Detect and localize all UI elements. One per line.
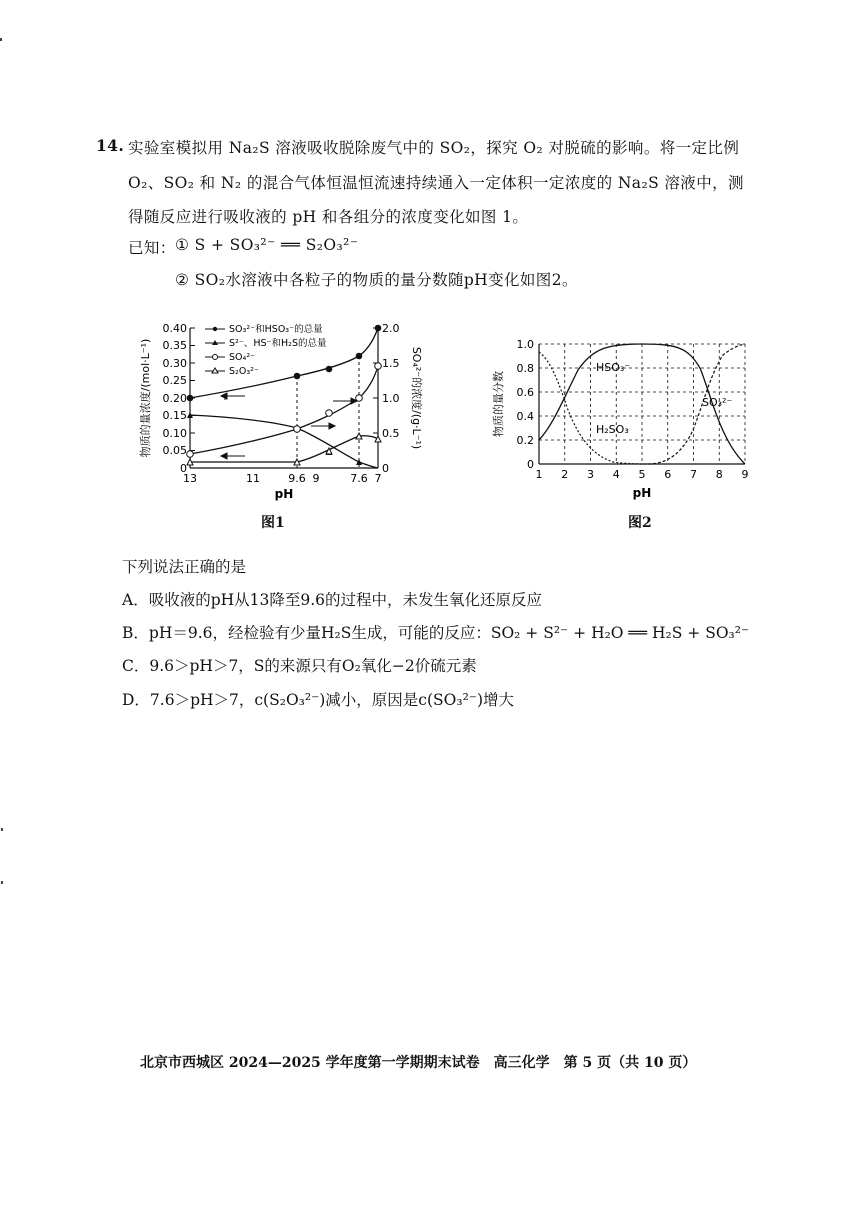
fig2-x-tick: 8: [715, 468, 723, 481]
scan-mark: [0, 38, 2, 41]
figure1-chart: [135, 318, 423, 503]
option-d[interactable]: D．7.6＞pH＞7，c(S₂O₃²⁻)减小，原因是c(SO₃²⁻)增大: [122, 691, 515, 709]
y-right-tick: 1.5: [382, 357, 400, 370]
fig2-y-tick: 0.2: [516, 434, 534, 447]
scan-mark: [1, 828, 3, 831]
y-left-tick: 0: [180, 462, 187, 475]
point-so3-hso3: [187, 395, 194, 402]
series-s2-total: [190, 415, 378, 468]
option-a[interactable]: A．吸收液的pH从13降至9.6的过程中，未发生氧化还原反应: [122, 591, 543, 609]
curve-h2so3: [539, 352, 648, 464]
point-s2-total: [356, 459, 362, 465]
x-tick: 7.6: [350, 472, 368, 485]
y-right-tick: 0: [382, 462, 389, 475]
figure2-caption: 图2: [628, 515, 652, 531]
fig2-y-tick: 0.6: [516, 386, 534, 399]
question-stem-line3: 得随反应进行吸收液的 pH 和各组分的浓度变化如图 1。: [128, 208, 529, 226]
fig2-x-tick: 4: [612, 468, 620, 481]
x-tick: 11: [246, 472, 260, 485]
figure1-legend: [205, 323, 327, 377]
y-left-tick: 0.20: [162, 392, 187, 405]
scan-mark: [1, 881, 3, 884]
legend-label: SO₃²⁻和HSO₃⁻的总量: [229, 324, 323, 335]
y-left-tick: 0.25: [162, 374, 187, 387]
fig2-y-tick: 1.0: [516, 338, 534, 351]
y-left-tick: 0.30: [162, 357, 187, 370]
question-number: 14.: [96, 136, 125, 155]
fig2-y-tick: 0.4: [516, 410, 534, 423]
fig2-x-tick: 6: [664, 468, 672, 481]
figure1-right-ticks: [373, 328, 378, 433]
y-left-tick: 0.35: [162, 339, 187, 352]
y-right-axis-label: SO₄²⁻的浓度/(g·L⁻¹): [410, 346, 423, 450]
point-so4: [326, 410, 333, 417]
question-prompt: 下列说法正确的是: [122, 558, 247, 576]
y-left-tick: 0.15: [162, 409, 187, 422]
legend-label: S²⁻、HS⁻和H₂S的总量: [229, 338, 327, 349]
point-so3-hso3: [294, 373, 301, 380]
fig2-x-tick: 7: [690, 468, 697, 481]
figure2-chart: [488, 330, 763, 505]
option-c[interactable]: C．9.6＞pH＞7，S的来源只有O₂氧化−2价硫元素: [122, 657, 477, 675]
curve-label-h2so3: H₂SO₃: [596, 423, 629, 436]
point-s2o3: [375, 436, 381, 442]
known-reaction-2: ② SO₂水溶液中各粒子的物质的量分数随pH变化如图2。: [175, 271, 578, 289]
fig2-x-axis-label: pH: [632, 486, 652, 500]
y-right-tick: 0.5: [382, 427, 400, 440]
x-tick: 7: [374, 472, 382, 485]
point-so3-hso3: [326, 366, 333, 373]
x-tick: 9: [312, 472, 320, 485]
y-left-axis-label: 物质的量浓度/(mol·L⁻¹): [139, 338, 152, 458]
known-label: 已知：: [128, 239, 176, 257]
fig2-x-tick: 9: [741, 468, 749, 481]
known-reaction-1: ① S + SO₃²⁻ ══ S₂O₃²⁻: [175, 236, 359, 254]
x-tick: 13: [183, 472, 197, 485]
page-footer: 北京市西城区 2024—2025 学年度第一学期期末试卷 高三化学 第 5 页（共 10 页）: [140, 1055, 697, 1071]
curve-label-hso3: HSO₃⁻: [596, 361, 631, 374]
y-right-tick: 2.0: [382, 322, 400, 335]
point-so3-hso3: [375, 325, 382, 332]
y-right-tick: 1.0: [382, 392, 400, 405]
figure1-caption: 图1: [261, 515, 285, 531]
y-left-tick: 0.05: [162, 444, 187, 457]
legend-label: S₂O₃²⁻: [229, 366, 259, 377]
fig2-y-tick: 0: [527, 458, 534, 471]
fig2-y-tick: 0.8: [516, 362, 534, 375]
y-left-tick: 0.10: [162, 427, 187, 440]
question-stem-line1: 实验室模拟用 Na₂S 溶液吸收脱除废气中的 SO₂，探究 O₂ 对脱硫的影响。将一定比例: [128, 139, 740, 157]
fig2-x-tick: 3: [587, 468, 594, 481]
x-tick: 9.6: [288, 472, 306, 485]
fig2-y-axis-label: 物质的量分数: [492, 371, 505, 437]
fig2-x-tick: 1: [535, 468, 543, 481]
point-so4: [375, 363, 382, 370]
point-so4: [187, 451, 194, 458]
legend-label: SO₄²⁻: [229, 352, 256, 363]
fig2-x-tick: 2: [561, 468, 569, 481]
y-left-tick: 0.40: [162, 322, 187, 335]
fig2-x-tick: 5: [638, 468, 646, 481]
x-axis-label: pH: [274, 487, 294, 501]
option-b[interactable]: B．pH＝9.6，经检验有少量H₂S生成，可能的反应：SO₂ + S²⁻ + H₂O ══ H₂S + SO₃²⁻: [122, 624, 750, 642]
point-so4: [294, 426, 301, 433]
curve-label-so3: SO₃²⁻: [702, 396, 733, 409]
point-so3-hso3: [356, 353, 363, 360]
question-stem-line2: O₂、SO₂ 和 N₂ 的混合气体恒温恒流速持续通入一定体积一定浓度的 Na₂S 溶液中，测: [128, 174, 744, 192]
